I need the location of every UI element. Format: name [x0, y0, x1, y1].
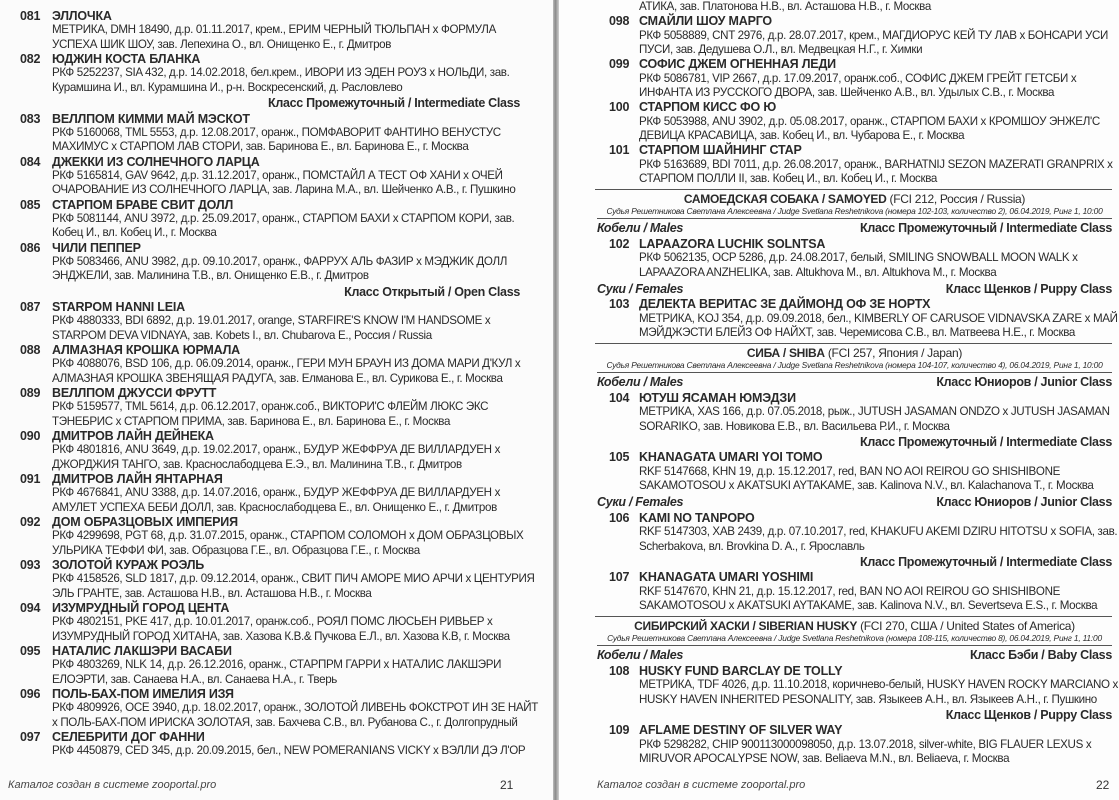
catalog-entry	[597, 57, 1112, 100]
entry-details: АМУЛЕТ УСПЕХА БЕБИ ДОЛЛ, зав. Краснослабодцева Е., вл. Онищенко Е., г. Дмитров	[52, 500, 497, 514]
page-footer: Каталог создан в системе zooportal.pro	[597, 779, 806, 791]
catalog-entry	[20, 52, 510, 95]
entry-details: РКФ 4802151, PKE 417, д.р. 10.01.2017, оранж.соб., РОЯЛ ПОМС ЛЮСЬЕН РИВЬЕР х	[52, 615, 493, 629]
entry-details: МАХИМУС х СТАРПОМ ЛАВ СТОРИ, зав. Баринова Е., вл. Баринова Е., г. Москва	[52, 140, 469, 154]
dog-name: СТАРПОМ ШАЙНИНГ СТАР	[639, 143, 802, 158]
dog-name: KHANAGATA UMARI YOSHIMI	[639, 570, 814, 585]
entry-details: х ПОЛЬ-БАХ-ПОМ ИРИСКА ЗОЛОТАЯ, зав. Бахчева С.В., вл. Рубанова С., г. Долгопрудный	[52, 715, 518, 729]
entry-number: 090	[20, 429, 41, 443]
judge-info: Судья Решетникова Светлана Алексеевна / Judge Svetlana Reshetnikova (номера 104-107, количество 4), 06.04.2019, Ринг 1, 10:00	[597, 360, 1112, 373]
entry-details: РКФ 5081144, ANU 3972, д.р. 25.09.2017, оранж., СТАРПОМ БАХИ х СТАРПОМ КОРИ, зав.	[52, 211, 515, 225]
entry-details: СТАРПОМ ПОЛЛИ II, зав. Кобец И., вл. Кобец И., г. Москва	[639, 172, 937, 185]
entry-details: РКФ 5163689, BDI 7011, д.р. 26.08.2017, оранж., BARHATNIJ SEZON MAZERATI GRANPRIX х	[639, 157, 1113, 171]
entry-details: РКФ 4803269, NLK 14, д.р. 26.12.2016, оранж., СТАРПРМ ГАРРИ х НАТАЛИС ЛАКШЭРИ	[52, 658, 502, 672]
dog-name: СМАЙЛИ ШОУ МАРГО	[639, 14, 772, 29]
sex-heading: Кобели / Males	[597, 221, 684, 236]
entry-number: 089	[20, 386, 41, 400]
class-heading: Класс Юниоров / Junior Class	[936, 495, 1112, 510]
sex-class-row	[597, 281, 1112, 298]
entry-details: ИЗУМРУДНЫЙ ГОРОД ХИТАНА, зав. Хазова К.В.& Пучкова Е.Л., вл. Хазова К.В, г. Москва	[52, 629, 510, 643]
breed-info: (FCI 270, США / United States of America)	[860, 619, 1075, 634]
entry-number: 105	[609, 450, 630, 465]
dog-name: ЮДЖИН КОСТА БЛАНКА	[52, 52, 201, 66]
entry-number: 106	[609, 510, 630, 525]
class-heading: Класс Промежуточный / Intermediate Class	[859, 221, 1112, 236]
entry-number: 100	[609, 100, 630, 115]
entry-details: РКФ 5252237, SIA 432, д.р. 14.02.2018, бел.крем., ИВОРИ ИЗ ЭДЕН РОУЗ х НОЛЬДИ, зав.	[52, 66, 510, 80]
class-heading: Класс Открытый / Open Class	[344, 284, 520, 299]
entry-number: 103	[609, 297, 630, 312]
entry-details: ЭНДЖЕЛИ, зав. Малинина Т.В., вл. Онищенко Е.В., г. Дмитров	[52, 269, 369, 283]
entry-number: 086	[20, 240, 41, 255]
sex-heading: Кобели / Males	[597, 375, 684, 390]
entry-details: РКФ 5083466, ANU 3982, д.р. 09.10.2017, оранж., ФАРРУХ АЛЬ ФАЗИР х МЭДЖИК ДОЛЛ	[52, 254, 507, 268]
page-number: 22	[1096, 778, 1110, 792]
entry-details: Scherbakova, вл. Brovkina D. A., г. Ярославль	[639, 539, 865, 553]
entry-details: РКФ 5298282, CHIP 900113000098050, д.р. 13.07.2018, silver-white, BIG FLAUER LEXUS х	[639, 737, 1092, 751]
catalog-entry	[20, 300, 500, 343]
entry-details: ИНФАНТА ИЗ РУССКОГО ДВОРА, зав. Шейченко А.В., вл. Удылых С.В., г. Москва	[639, 86, 1055, 99]
catalog-entry	[597, 100, 1112, 143]
page-footer: Каталог создан в системе zooportal.pro	[8, 779, 217, 791]
entry-details: RKF 5147303, XAB 2439, д.р. 07.10.2017, red, KHAKUFU AKEMI DZIRU HITOTSU х SOFIA, зав.	[639, 525, 1118, 539]
class-heading: Класс Бэби / Baby Class	[970, 648, 1112, 663]
entry-number: 091	[20, 472, 41, 486]
entry-details: МЕТРИКА, XAS 166, д.р. 07.05.2018, рыж., JUTUSH JASAMAN ONDZO х JUTUSH JASAMAN	[639, 405, 1110, 419]
judge-info: Судья Решетникова Светлана Алексеевна / Judge Svetlana Reshetnikova (номера 102-103, количество 2), 06.04.2019, Ринг 1, 10:00	[597, 206, 1112, 219]
entry-details: ЕЛОЭРТИ, зав. Санаева Н.А., вл. Санаева Н.А., г. Тверь	[52, 672, 337, 686]
entry-details: Кобец И., вл. Кобец И., г. Москва	[52, 226, 217, 240]
divider-line	[595, 189, 1112, 190]
entry-number: 096	[20, 687, 41, 701]
entry-details: ДЖОРДЖИЯ ТАНГО, зав. Краснослабодцева Е.Э., вл. Малинина Т.В., г. Дмитров	[52, 457, 462, 471]
catalog-entry	[597, 297, 1118, 340]
dog-name: ДЕЛЕКТА ВЕРИТАС ЗЕ ДАЙМОНД ОФ ЗЕ НОРТХ	[639, 297, 931, 312]
catalog-entry	[597, 663, 1118, 707]
entry-details: УЛЬРИКА ТЕФФИ ФИ, зав. Образцова Г.Е., вл. Образцова Г.Е., г. Москва	[52, 543, 420, 557]
entry-details: ОЧАРОВАНИЕ ИЗ СОЛНЕЧНОГО ЛАРЦА, зав. Ларина М.А., вл. Шейченко А.В., г. Пушкино	[52, 183, 516, 197]
dog-name: ПОЛЬ-БАХ-ПОМ ИМЕЛИЯ ИЗЯ	[52, 687, 234, 701]
entry-details: РКФ 5086781, VIP 2667, д.р. 17.09.2017, оранж.соб., СОФИС ДЖЕМ ГРЕЙТ ГЕТСБИ х	[639, 71, 1077, 85]
dog-name: AFLAME DESTINY OF SILVER WAY	[639, 723, 843, 738]
dog-name: HUSKY FUND BARCLAY DE TOLLY	[639, 663, 843, 678]
dog-name: АЛМАЗНАЯ КРОШКА ЮРМАЛА	[52, 343, 241, 357]
catalog-entry	[20, 601, 510, 644]
breed-info: (FCI 212, Россия / Russia)	[889, 192, 1026, 207]
dog-name: KAMI NO TANPOPO	[639, 510, 755, 525]
entry-details: ПУСИ, зав. Дедушева О.Л., вл. Медвецкая Н.Г., г. Химки	[639, 43, 923, 56]
catalog-entry	[20, 429, 500, 472]
entry-number: 094	[20, 601, 41, 615]
entry-details: РКФ 5160068, TML 5553, д.р. 12.08.2017, оранж., ПОМФАВОРИТ ФАНТИНО ВЕНУСТУС	[52, 125, 501, 139]
catalog-entry	[597, 391, 1112, 434]
entry-number: 101	[609, 143, 630, 158]
catalog-entry	[597, 510, 1118, 554]
entry-details: РКФ 4299698, PGT 68, д.р. 31.07.2015, оранж., СТАРПОМ СОЛОМОН х ДОМ ОБРАЗЦОВЫХ	[52, 529, 524, 543]
catalog-entry	[597, 14, 1112, 57]
entry-details: РКФ 5053988, ANU 3902, д.р. 05.08.2017, оранж., СТАРПОМ БАХИ х КРОМШОУ ЭНЖЕЛ'С	[639, 114, 1100, 128]
catalog-entry	[20, 386, 500, 429]
entry-details: РКФ 4088076, BSD 106, д.р. 06.09.2014, оранж., ГЕРИ МУН БРАУН ИЗ ДОМА МАРИ Д'КУЛ х	[52, 357, 521, 371]
breed-title: САМОЕДСКАЯ СОБАКА / SAMOYED	[683, 192, 887, 207]
entry-details: МЭЙДЖЭСТИ БЛЕЙЗ ОФ НАЙХТ, зав. Черемисова С.В., вл. Матвеева Н.Е., г. Москва	[639, 326, 1075, 339]
entry-details: РКФ 4809926, OCE 3940, д.р. 18.02.2017, оранж., ЗОЛОТОЙ ЛИВЕНЬ ФОКСТРОТ ИН ЗЕ НАЙТ	[52, 701, 538, 715]
breed-heading	[597, 192, 1112, 206]
entry-number: 102	[609, 236, 630, 251]
catalog-entry	[20, 154, 516, 198]
catalog-entry	[20, 112, 500, 155]
entry-details: MIRUVOR APOCALYPSE NOW, зав. Beliaeva M.N., вл. Beliaeva, г. Москва	[639, 752, 1010, 765]
entry-number: 108	[609, 663, 630, 678]
entry-number: 093	[20, 558, 41, 572]
entry-number: 083	[20, 111, 41, 126]
breed-title: СИБИРСКИЙ ХАСКИ / SIBERIAN HUSKY	[634, 619, 858, 634]
dog-name: ВЕЛЛПОМ КИММИ МАЙ МЭСКОТ	[52, 111, 250, 126]
dog-name: СТАРПОМ БРАВЕ СВИТ ДОЛЛ	[52, 197, 234, 212]
entries-list	[597, 0, 1118, 766]
entry-details: Курамшина И., вл. Курамшина И., р-н. Воскресенский, д. Расловлево	[52, 80, 403, 94]
class-heading: Класс Щенков / Puppy Class	[945, 707, 1112, 722]
entry-details: РКФ 5165814, GAV 9642, д.р. 31.12.2017, оранж., ПОМСТАЙЛ А ТЕСТ ОФ ХАНИ х ОЧЕЙ	[52, 168, 503, 182]
entry-details: УСПЕХА ШИК ШОУ, зав. Лепехина О., вл. Онищенко Е., г. Дмитров	[52, 37, 392, 51]
entry-number: 082	[20, 52, 41, 66]
entry-number: 088	[20, 343, 41, 357]
dog-name: ДМИТРОВ ЛАЙН ЯНТАРНАЯ	[52, 472, 223, 486]
class-heading: Класс Промежуточный / Intermediate Class	[859, 554, 1112, 569]
catalog-page-21	[0, 0, 553, 800]
entry-details: LAPAAZORA ANZHELIKA, зав. Altukhova M., вл. Altukhova M., г. Москва	[639, 265, 997, 279]
sex-heading: Кобели / Males	[597, 648, 684, 663]
entry-number: 098	[609, 14, 630, 29]
entry-details: РКФ 4158526, SLD 1817, д.р. 09.12.2014, оранж., СВИТ ПИЧ АМОРЕ МИО АРЧИ х ЦЕНТУРИЯ	[52, 572, 535, 586]
catalog-entry	[20, 197, 515, 241]
dog-name: СОФИС ДЖЕМ ОГНЕННАЯ ЛЕДИ	[639, 57, 836, 72]
breed-heading	[597, 619, 1112, 633]
dog-name: ЮТУШ ЯСАМАН ЮМЭДЗИ	[639, 390, 796, 405]
dog-name: ЧИЛИ ПЕППЕР	[52, 240, 141, 255]
entry-number: 109	[609, 723, 630, 738]
entry-details: РКФ 4676841, ANU 3388, д.р. 14.07.2016, оранж., БУДУР ЖЕФФРУА ДЕ ВИЛЛАРДУЕН х	[52, 486, 501, 500]
entries-list	[20, 9, 538, 759]
entry-details: SAKAMOTOSOU х AKATSUKI AYTAKAME, зав. Kalinova N.V., вл. Kalachanova T., г. Москва	[639, 479, 1094, 492]
dog-name: ДМИТРОВ ЛАЙН ДЕЙНЕКА	[52, 429, 214, 443]
divider-line	[595, 616, 1112, 617]
entry-details: АТИКА, зав. Платонова Н.В., вл. Асташова Н.В., г. Москва	[639, 0, 931, 13]
breed-info: (FCI 257, Япония / Japan)	[827, 346, 963, 361]
catalog-entry	[597, 143, 1112, 186]
catalog-entry	[597, 723, 1112, 766]
catalog-entry	[20, 730, 526, 759]
catalog-entry	[20, 515, 524, 558]
sex-heading: Суки / Females	[597, 495, 684, 510]
entry-number: 092	[20, 515, 41, 529]
entry-details: SAKAMOTOSOU х AKATSUKI AYTAKAME, зав. Kalinova N.V., вл. Severtseva E.S., г. Москва	[639, 599, 1098, 612]
class-heading: Класс Щенков / Puppy Class	[945, 281, 1112, 296]
entry-number: 087	[20, 300, 41, 314]
dog-name: STARPOM HANNI LEIA	[52, 300, 185, 314]
dog-name: ДОМ ОБРАЗЦОВЫХ ИМПЕРИЯ	[52, 515, 238, 529]
entry-details: РКФ 4880333, BDI 6892, д.р. 19.01.2017, orange, STARFIRE'S KNOW I'M HANDSOME х	[52, 314, 491, 328]
sex-class-row	[597, 374, 1112, 391]
dog-name: KHANAGATA UMARI YOI TOMO	[639, 450, 823, 465]
entry-number: 085	[20, 197, 41, 212]
catalog-entry	[20, 687, 538, 730]
catalog-entry	[597, 237, 1112, 280]
catalog-entry	[20, 472, 500, 515]
class-heading: Класс Промежуточный / Intermediate Class	[267, 96, 520, 110]
divider-line	[595, 343, 1112, 344]
breed-heading	[597, 346, 1112, 360]
entry-details: РКФ 5058889, CNT 2976, д.р. 28.07.2017, крем., МАГДИОРУС КЕЙ ТУ ЛАВ х БОНСАРИ УСИ	[639, 28, 1109, 42]
entry-number: 081	[20, 9, 41, 23]
catalog-entry	[20, 240, 507, 284]
page-number: 21	[500, 778, 514, 792]
entry-details: ТЭНЕБРИС х СТАРПОМ ПРИМА, зав. Баринова Е., вл. Баринова Е., г. Москва	[52, 414, 451, 428]
sex-class-row	[597, 494, 1112, 511]
catalog-page-22	[559, 0, 1119, 800]
entry-details: МЕТРИКА, DMH 18490, д.р. 01.11.2017, крем., ЕРИМ ЧЕРНЫЙ ТЮЛЬПАН х ФОРМУЛА	[52, 23, 496, 37]
entry-details: SORARIKO, зав. Новикова Е.В., вл. Васильева Р.И., г. Москва	[639, 419, 950, 433]
catalog-entry	[597, 570, 1112, 613]
entry-number: 104	[609, 390, 630, 405]
entry-details: МЕТРИКА, KOJ 354, д.р. 09.09.2018, бел., KIMBERLY OF CARUSOE VIDNAVSKA ZARE х МАЙ	[639, 311, 1118, 325]
catalog-entry	[20, 558, 535, 601]
entry-continuation	[597, 0, 1112, 14]
dog-name: ЭЛЛОЧКА	[52, 9, 112, 23]
sex-heading: Суки / Females	[597, 281, 684, 296]
dog-name: СЕЛЕБРИТИ ДОГ ФАННИ	[52, 730, 205, 744]
dog-name: ВЕЛЛПОМ ДЖУССИ ФРУТТ	[52, 386, 217, 400]
catalog-entry	[20, 9, 500, 52]
catalog-entry	[20, 343, 521, 386]
entry-number: 097	[20, 730, 41, 744]
catalog-entry	[597, 450, 1112, 493]
breed-title: СИБА / SHIBA	[746, 346, 825, 361]
entry-details: RKF 5147668, KHN 19, д.р. 15.12.2017, red, BAN NO AOI REIROU GO SHISHIBONE	[639, 464, 1060, 478]
entry-number: 095	[20, 644, 41, 658]
dog-name: ДЖЕККИ ИЗ СОЛНЕЧНОГО ЛАРЦА	[52, 154, 260, 169]
entry-details: ДЕВИЦА КРАСАВИЦА, зав. Кобец И., вл. Чубарова Е., г. Москва	[639, 129, 965, 142]
class-heading: Класс Юниоров / Junior Class	[936, 375, 1112, 390]
dog-name: ЗОЛОТОЙ КУРАЖ РОЭЛЬ	[52, 558, 205, 572]
entry-details: РКФ 4450879, CED 345, д.р. 20.09.2015, бел., NEW POMERANIANS VICKY х ВЭЛЛИ ДЭ Л'ОР	[52, 744, 526, 758]
entry-details: РКФ 5159577, TML 5614, д.р. 06.12.2017, оранж.соб., ВИКТОРИ'С ФЛЕЙМ ЛЮКС ЭКС	[52, 400, 489, 414]
dog-name: СТАРПОМ КИСС ФО Ю	[639, 100, 777, 115]
entry-details: STARPOM DEVA VIDNAYA, зав. Kobets I., вл. Chubarova E., Россия / Russia	[52, 328, 432, 342]
dog-name: LAPAAZORA LUCHIK SOLNTSA	[639, 236, 826, 251]
catalog-entry	[20, 644, 500, 687]
entry-details: РКФ 4801816, ANU 3649, д.р. 19.02.2017, оранж., БУДУР ЖЕФФРУА ДЕ ВИЛЛАРДУЕН х	[52, 443, 501, 457]
sex-class-row	[597, 647, 1112, 664]
entry-details: АЛМАЗНАЯ КРОШКА ЗВЕНЯЩАЯ РАДУГА, зав. Елманова Е., вл. Сурикова Е., г. Москва	[52, 371, 503, 385]
entry-details: HUSKY HAVEN INHERITED PESONALITY, зав. Языкеев А.Н., вл. Языкеев А.Н., г. Пушкино	[639, 692, 1097, 706]
entry-details: МЕТРИКА, TDF 4026, д.р. 11.10.2018, коричнево-белый, HUSKY HAVEN ROCKY MARCIANO х	[639, 678, 1118, 692]
sex-class-row	[597, 220, 1112, 237]
entry-details: ЭЛЬ ГРАНТЕ, зав. Асташова Н.В., вл. Асташова Н.В., г. Москва	[52, 586, 372, 600]
entry-number: 099	[609, 57, 630, 72]
entry-number: 107	[609, 570, 630, 585]
class-heading: Класс Промежуточный / Intermediate Class	[859, 434, 1112, 449]
dog-name: НАТАЛИС ЛАКШЭРИ ВАСАБИ	[52, 644, 232, 658]
entry-details: РКФ 5062135, OCP 5286, д.р. 24.08.2017, белый, SMILING SNOWBALL MOON WALK х	[639, 251, 1078, 265]
entry-number: 084	[20, 154, 41, 169]
dog-name: ИЗУМРУДНЫЙ ГОРОД ЦЕНТА	[52, 601, 230, 615]
entry-details: RKF 5147670, KHN 21, д.р. 15.12.2017, red, BAN NO AOI REIROU GO SHISHIBONE	[639, 584, 1060, 598]
judge-info: Судья Решетникова Светлана Алексеевна / Judge Svetlana Reshetnikova (номера 108-115, количество 8), 06.04.2019, Ринг 1, 11:00	[597, 633, 1112, 646]
